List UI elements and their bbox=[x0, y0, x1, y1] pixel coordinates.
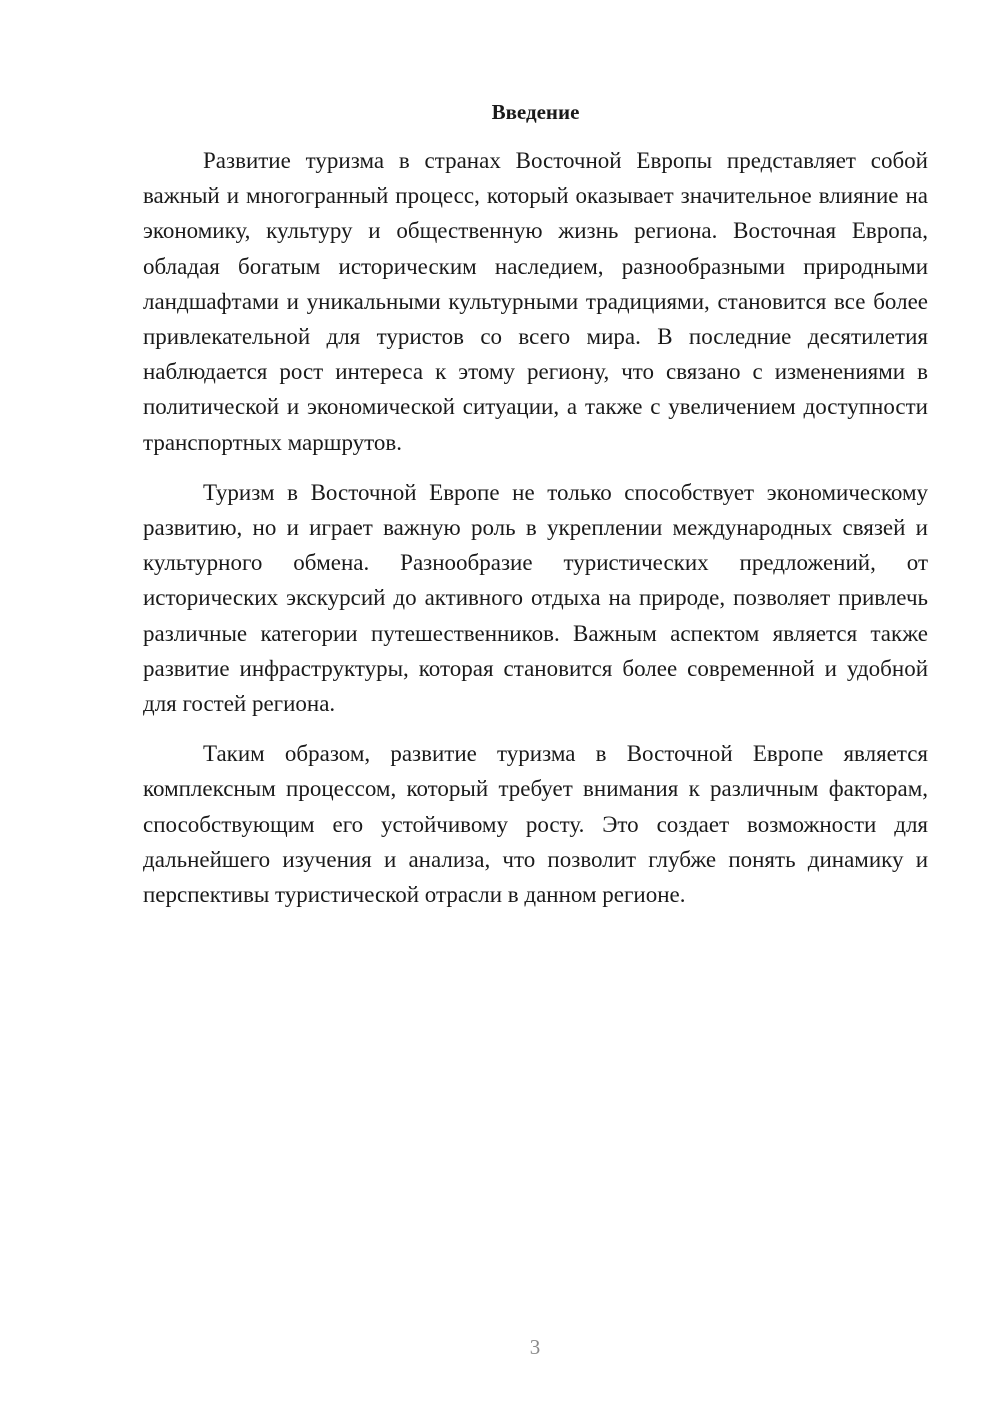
page-number: 3 bbox=[529, 1335, 541, 1359]
paragraph-1: Развитие туризма в странах Восточной Европы представляет собой важный и многогранный процесс, который оказывает значительное влияние на экономику, культуру и общественную жизнь региона. Восточная Европа, обладая богатым историческим наследием, разнообразными природными ландшафтами и уникальными культурными традициями, становится все более привлекательной для туристов со всего мира. В последние десятилетия наблюдается рост интереса к этому региону, что связано с изменениями в политической и экономической ситуации, а также с увеличением доступности транспортных маршрутов. bbox=[143, 148, 928, 455]
paragraph-3: Таким образом, развитие туризма в Восточной Европе является комплексным процессом, который требует внимания к различным факторам, способствующим его устойчивому росту. Это создает возможности для дальнейшего изучения и анализа, что позволит глубже понять динамику и перспективы туристической отрасли в данном регионе. bbox=[143, 741, 928, 908]
section-heading: Введение bbox=[491, 100, 580, 124]
paragraph-2: Туризм в Восточной Европе не только способствует экономическому развитию, но и играет важную роль в укреплении международных связей и культурного обмена. Разнообразие туристических предложений, от исторических экскурсий до активного отдыха на природе, позволяет привлечь различные категории путешественников. Важным аспектом является также развитие инфраструктуры, которая становится более современной и удобной для гостей региона. bbox=[143, 479, 928, 717]
body-text bbox=[143, 143, 928, 927]
